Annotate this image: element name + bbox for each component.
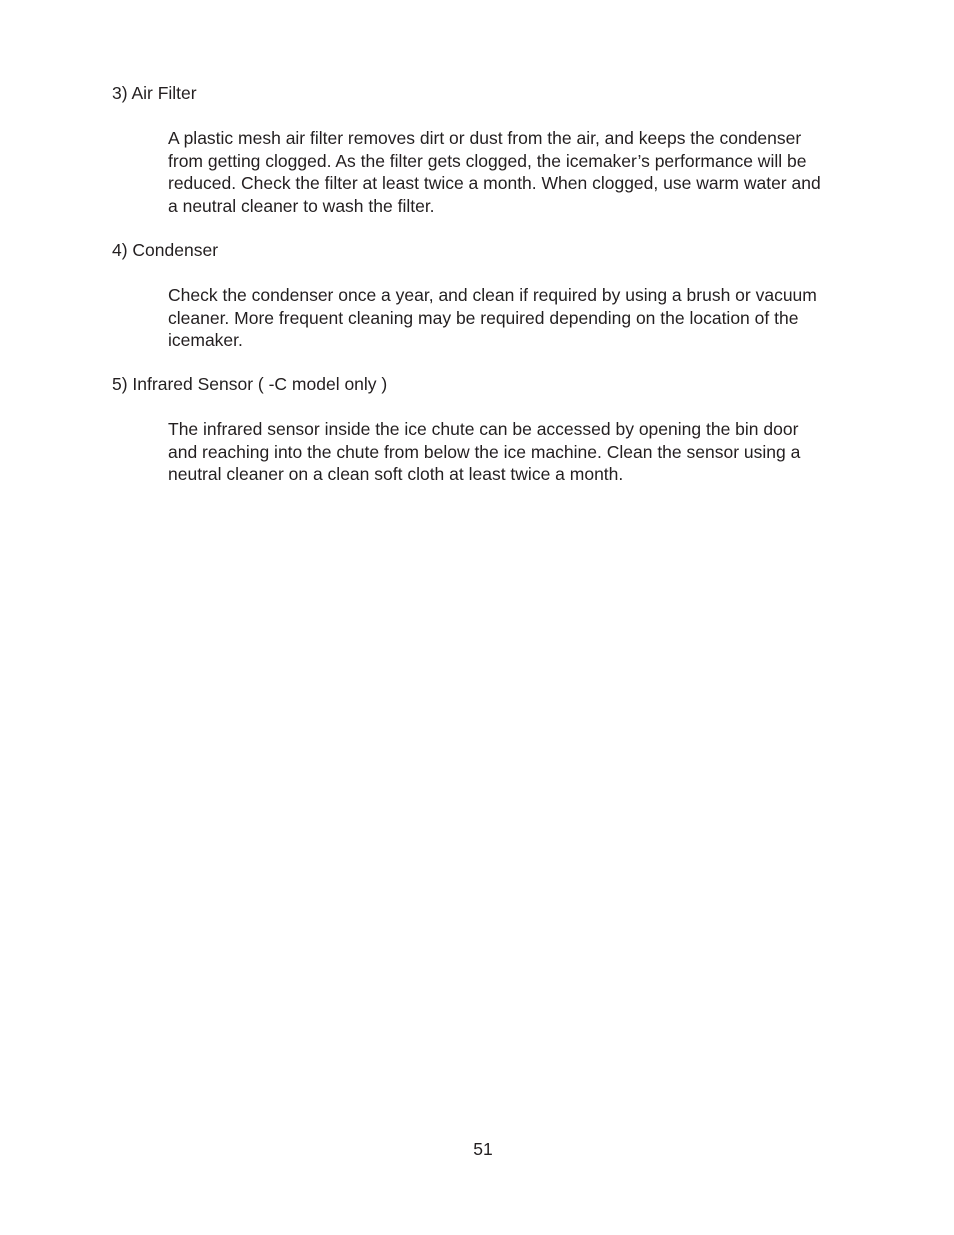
section-air-filter [112, 82, 872, 217]
body-line: A plastic mesh air filter removes dirt or dust from the air, and keeps the condenser [168, 128, 802, 148]
section-heading: 4) Condenser [112, 240, 219, 260]
section-condenser [112, 239, 872, 352]
section-heading: 5) Infrared Sensor ( -C model only ) [112, 374, 388, 394]
body-line: and reaching into the chute from below the ice machine. Clean the sensor using a [168, 441, 801, 462]
page-number: 51 [473, 1139, 493, 1159]
body-line: icemaker. [168, 330, 243, 350]
body-line: cleaner. More frequent cleaning may be required depending on the location of the [168, 307, 799, 328]
body-line: The infrared sensor inside the ice chute can be accessed by opening the bin door [168, 419, 799, 439]
section-infrared-sensor [112, 373, 872, 486]
body-line: from getting clogged. As the filter gets clogged, the icemaker’s performance will be [168, 150, 807, 171]
body-line: neutral cleaner on a clean soft cloth at least twice a month. [168, 464, 624, 484]
body-line: Check the condenser once a year, and clean if required by using a brush or vacuum [168, 285, 817, 305]
section-body [168, 127, 868, 217]
body-line: a neutral cleaner to wash the filter. [168, 195, 435, 216]
section-body [168, 418, 868, 486]
body-line: reduced. Check the filter at least twice a month. When clogged, use warm water and [168, 173, 821, 193]
section-heading: 3) Air Filter [112, 83, 197, 103]
section-body [168, 284, 868, 352]
